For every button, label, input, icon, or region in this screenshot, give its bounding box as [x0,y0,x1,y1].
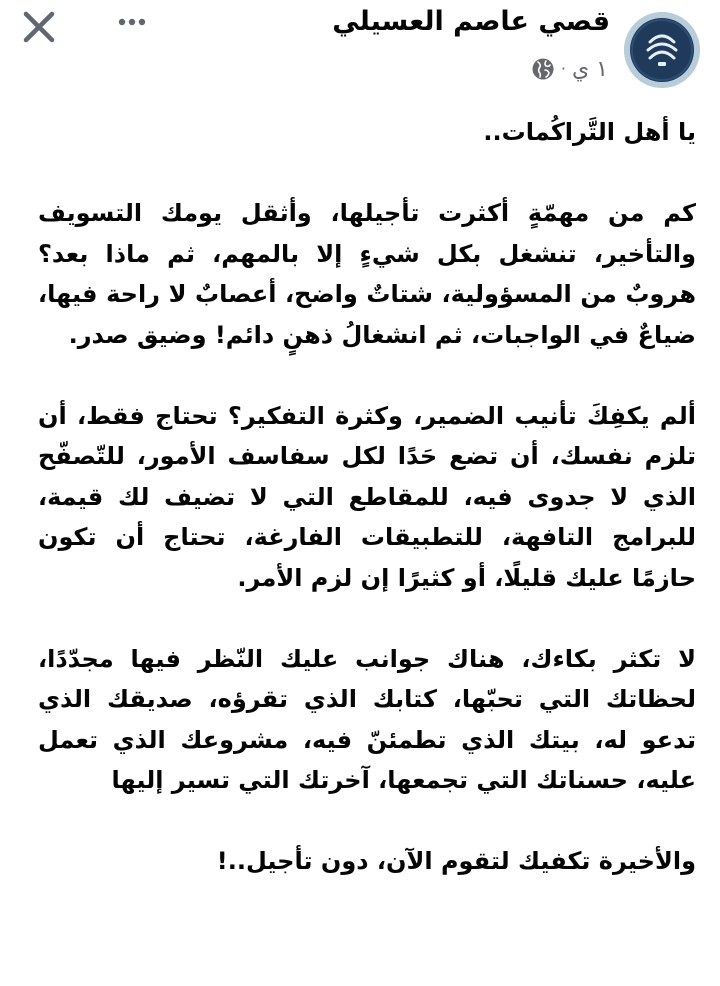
avatar-logo-icon [624,12,700,88]
post-paragraph-1: كم من مهمّةٍ أكثرت تأجيلها، وأثقل يومك التسويف والتأخير، تنشغل بكل شيءٍ إلا بالمهم، ثم ماذا بعد؟ هروبٌ من المسؤولية، شتاتٌ واضح، أعصابٌ لا راحة فيها، ضياعٌ في الواجبات، ثم انشغالُ ذهنٍ دائم! وضيق صدر. [38,199,696,349]
post-paragraph-4: والأخيرة تكفيك لتقوم الآن، دون تأجيل..! [216,847,696,875]
paragraph-spacer [38,801,696,842]
more-options-button[interactable] [114,10,150,34]
author-avatar[interactable] [624,12,700,88]
author-name[interactable]: قصي عاصم العسيلي [332,6,610,37]
post-meta [531,54,608,84]
post-paragraph-3: لا تكثر بكاءك، هناك جوانب عليك النّظر فيها مجدّدًا، لحظاتك التي تحبّها، كتابك الذي تقرؤه، صديقك الذي تدعو له، بيتك الذي تطمئنّ فيه، مشروعك الذي تعمل عليه، حسناتك التي تجمعها، آخرتك التي تسير إليها [38,644,696,794]
paragraph-spacer [38,355,696,396]
post-header [0,0,720,100]
post-time[interactable]: ١ ي [571,56,608,82]
paragraph-spacer [38,598,696,639]
paragraph-spacer [38,153,696,194]
more-horizontal-icon [114,10,150,34]
close-button[interactable] [20,8,58,46]
post-paragraph-title: يا أهل التَّراكُمات.. [483,118,696,146]
post-paragraph-2: ألم يكفِكَ تأنيب الضمير، وكثرة التفكير؟ تحتاج فقط، أن تلزم نفسك، أن تضع حَدًا لكل سفاسف الأمور، للتّصفّح الذي لا جدوى فيه، للمقاطع التي لا تضيف لك قيمة، للبرامج التافهة، للتطبيقات الفارغة، تحتاج أن تكون حازمًا عليك قليلًا، أو كثيرًا إن لزم الأمر. [38,401,696,592]
meta-separator-dot: · [560,59,566,78]
globe-icon[interactable] [531,57,555,81]
post-text [38,112,696,882]
close-icon [20,8,58,46]
